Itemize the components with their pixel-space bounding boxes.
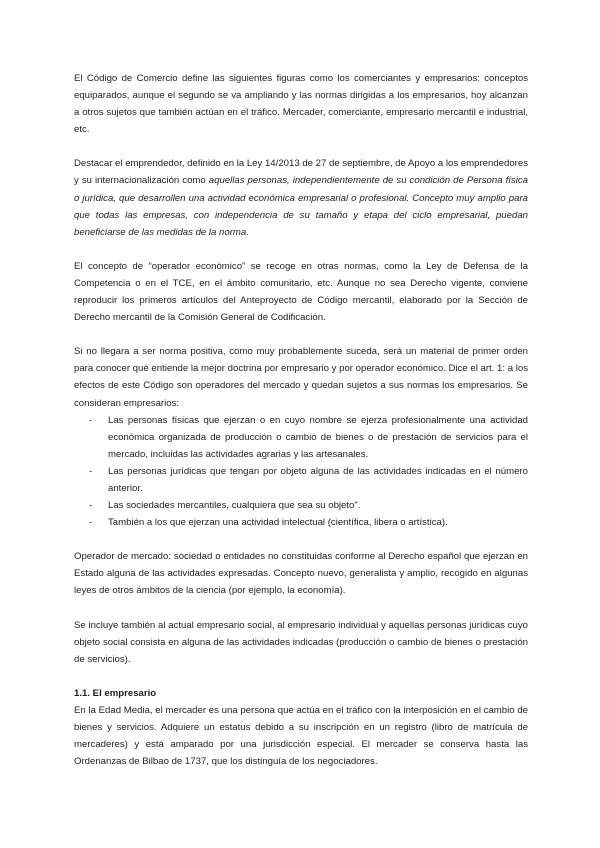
list-item: - Las sociedades mercantiles, cualquiera que sea su objeto". [74,497,528,514]
section-heading: 1.1. El empresario [74,687,157,699]
paragraph-edad-media: En la Edad Media, el mercader es una persona que actúa en el tráfico con la interposición en el cambio de bienes y servicios. Adquiere un estatus debido a su inscripción en un registro (libro de matrícula de mercaderes) y está amparado por una jurisdicción especial. El mercader se conserva hasta las Ordenanzas de Bilbao de 1737, que los distinguía de los negociadores. [74,704,528,768]
paragraph-empresario-social: Se incluye también al actual empresario social, al empresario individual y aquellas personas jurídicas cuyo objeto social consista en alguna de las actividades indicadas (producción o cambio de bienes o prestación de servicios). [74,619,528,665]
paragraph-comerciantes: El Código de Comercio define las siguientes figuras como los comerciantes y empresarios: conceptos equiparados, aunque el segundo se va ampliando y las normas dirigidas a los empresarios, hoy alcanzan a otros sujetos que también actúan en el tráfico. Mercader, comerciante, empresario mercantil e industrial, etc. [74,73,528,136]
paragraph-norma-positiva: Si no llegara a ser norma positiva, como muy probablemente suceda, será un material de primer orden para conocer qué entiende la mejor doctrina por empresario y por operador económico. Dice el art. 1: a los efectos de este Código son operadores del mercado y quedan sujetos a sus normas los empresarios. Se consideran empresarios: [74,346,528,409]
paragraph-operador-economico: El concepto de “operador económico” se recoge en otras normas, como la Ley de Defensa de la Competencia o en el TCE, en el ámbito comunitario, etc. Aunque no sea Derecho vigente, conviene reproducir los primeros artículos del Anteproyecto de Código mercantil, elaborado por la Sección de Derecho mercantil de la Comisión General de Codificación. [74,260,528,324]
list-item: - También a los que ejerzan una actividad intelectual (científica, libera o artística). [74,514,528,531]
paragraph-emprendedor [74,155,528,240]
document-page [74,70,528,787]
paragraph-operador-mercado: Operador de mercado: sociedad o entidades no constituidas conforme al Derecho español que ejerzan en Estado alguna de las actividades expresadas. Concepto nuevo, generalista y amplio, recogido en algunas leyes de otros ámbitos de la ciencia (por ejemplo, la economía). [74,551,528,597]
empresarios-list [74,412,528,532]
paragraph-emprendedor-italic: aquellas personas, independientemente de su condición de Persona física o jurídica, que desarrollen una actividad económica empresarial o profesional. Concepto muy amplio para que todas las empresas, con independencia de su tamaño y etapa del ciclo empresarial, puedan beneficiarse de las medidas de la norma. [74,175,528,238]
list-item: - Las personas físicas que ejerzan o en cuyo nombre se ejerza profesionalmente una actividad económica organizada de producción o cambio de bienes o de prestación de servicios para el mercado, incluidas las actividades agrarias y las artesanales. [74,412,528,463]
paragraph-emprendedor-text: Destacar el emprendedor, definido en la Ley 14/2013 de 27 de septiembre, de Apoyo a los emprendedores y su internacionalización como [74,158,528,187]
list-item: - Las personas jurídicas que tengan por objeto alguna de las actividades indicadas en el número anterior. [74,463,528,497]
